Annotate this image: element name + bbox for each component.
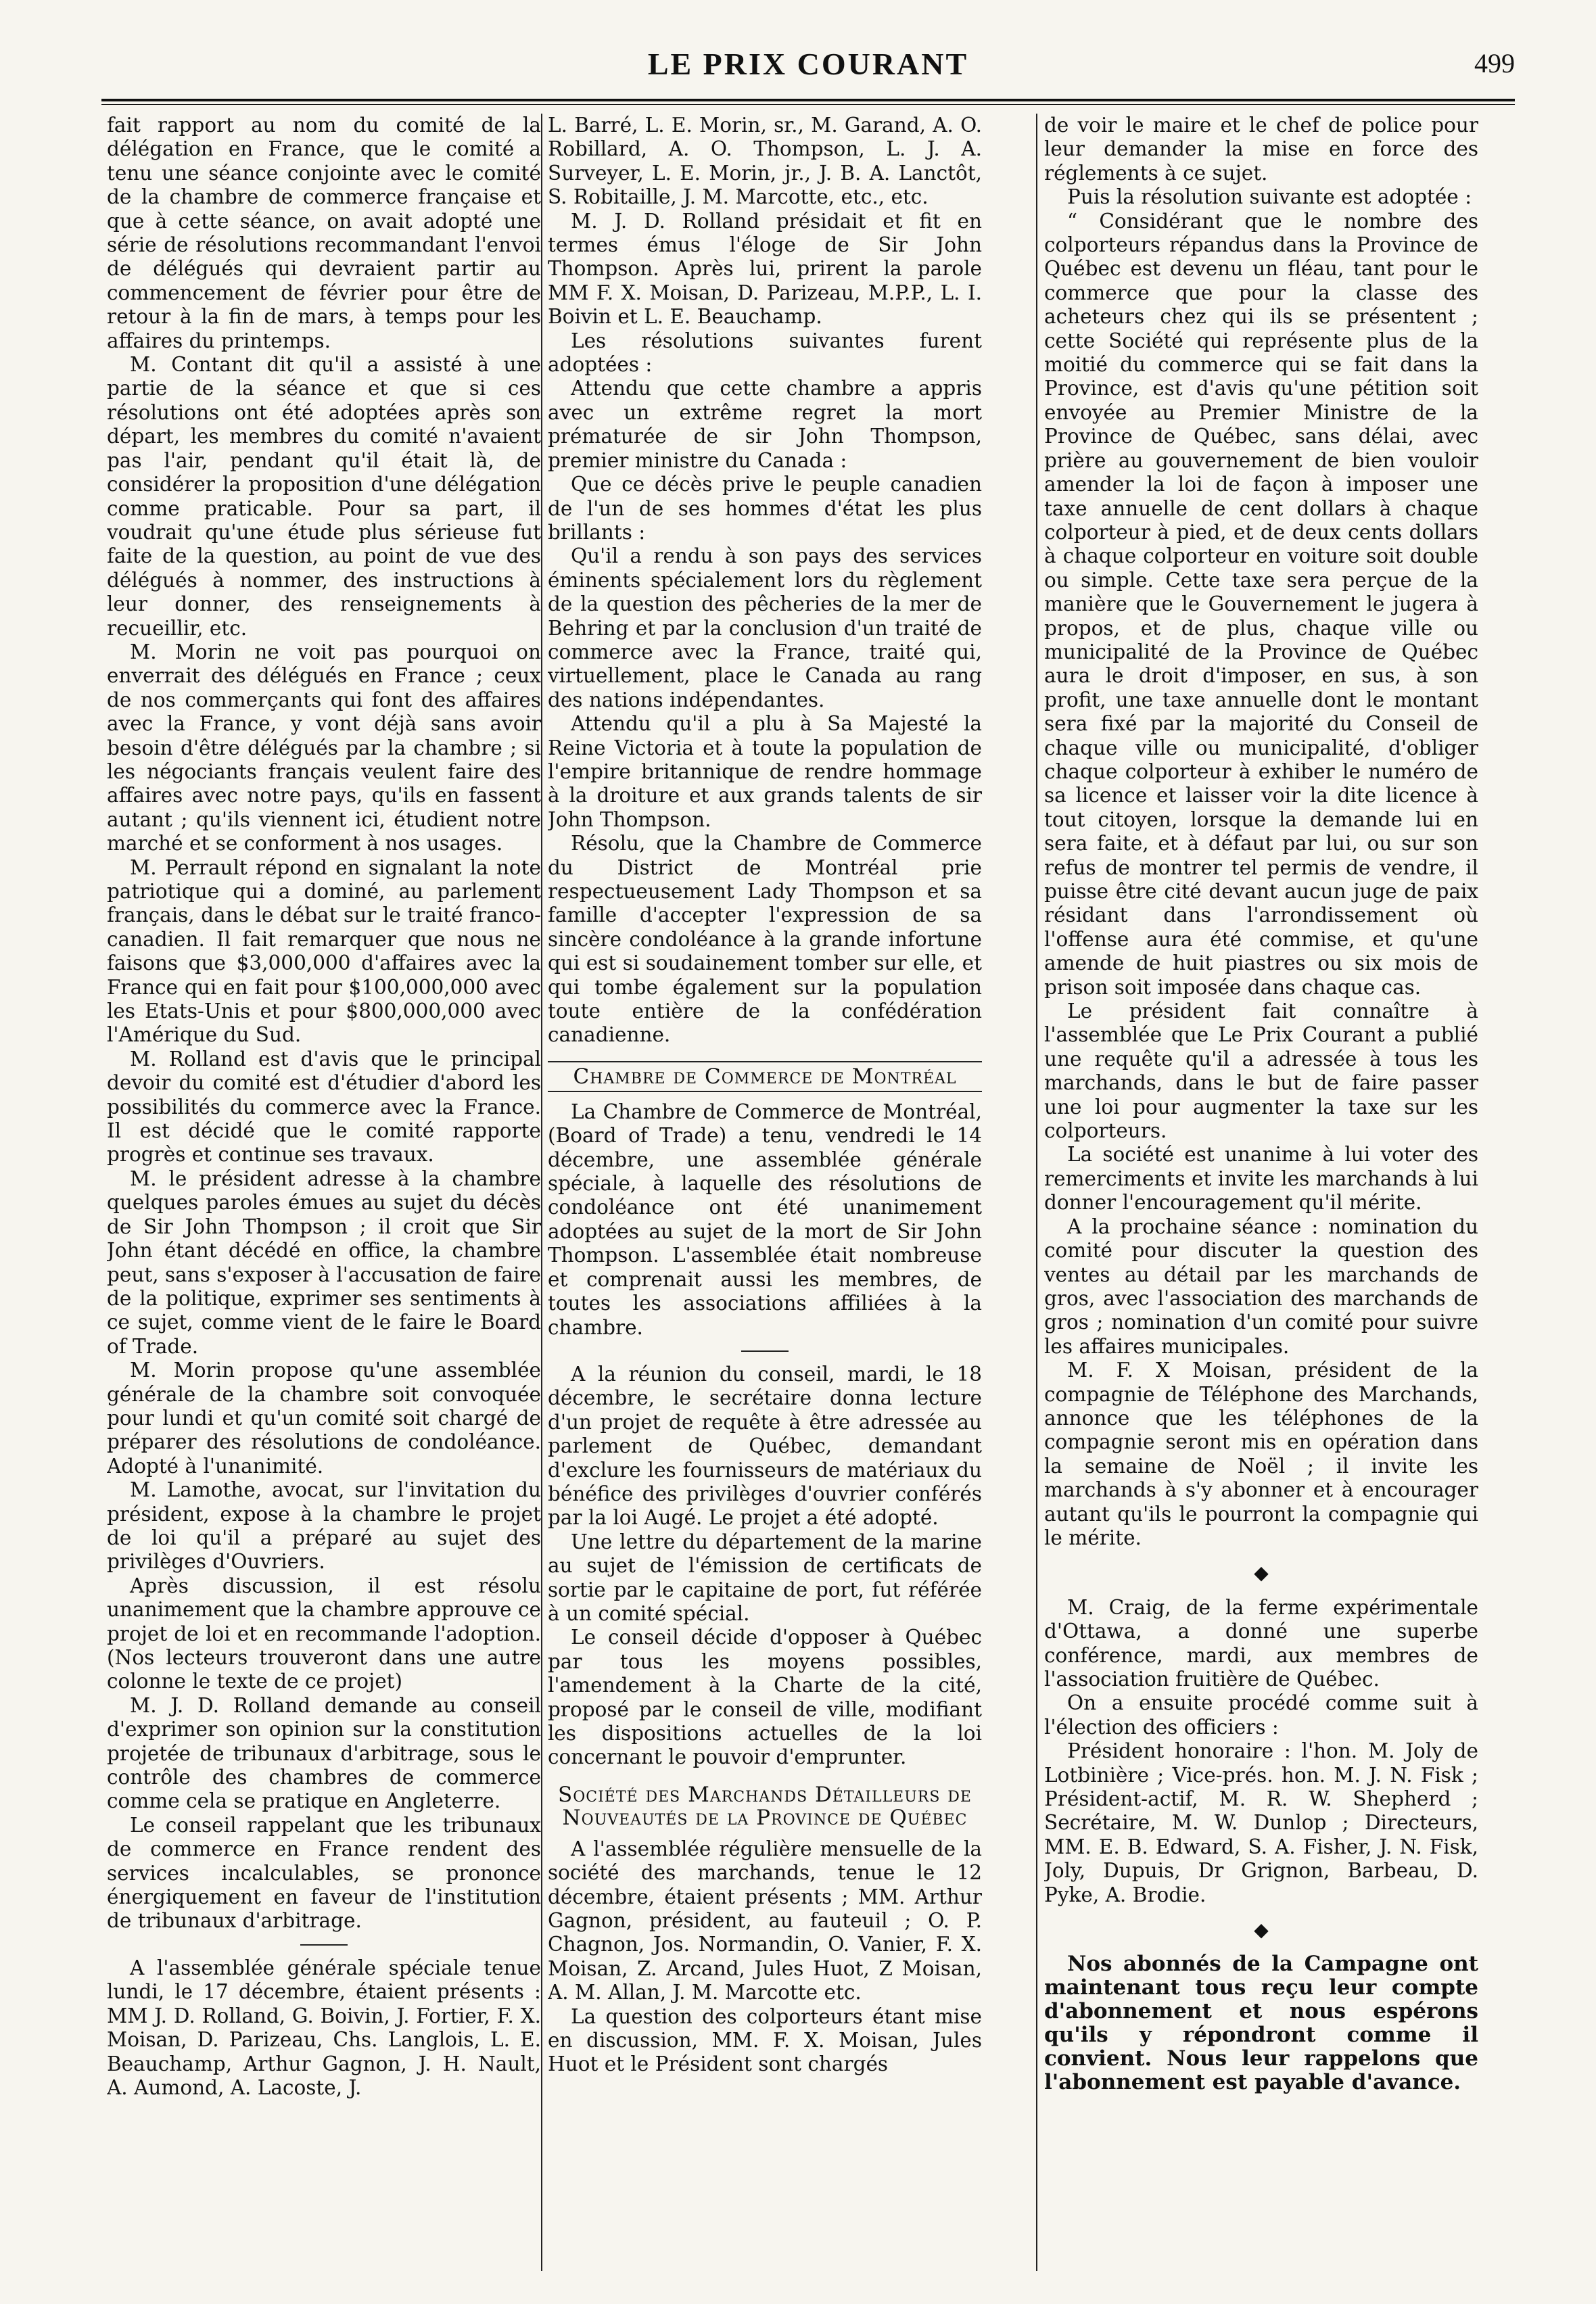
- paragraph: La Chambre de Commerce de Montréal, (Board of Trade) a tenu, vendredi le 14 décembre, une assemblée générale spéciale, à laquelle des résolutions de condoléance ont été unanimement adoptées au sujet de la mort de Sir John Thompson. L'assemblée était nombreuse et comprenait aussi les membres, de toutes les associations affiliées à la chambre.: [548, 1100, 982, 1339]
- column-2: [548, 114, 982, 2271]
- paragraph: fait rapport au nom du comité de la délégation en France, que le comité a tenu une séance conjointe avec le comité de la chambre de commerce française et que à cette séance, on avait adopté une série de résolutions recommandant l'envoi de délégués qui devraient partir au commencement de février pour être de retour à la fin de mars, à temps pour les affaires du printemps.: [107, 114, 541, 352]
- paragraph: M. J. D. Rolland demande au conseil d'exprimer son opinion sur la constitution projetée de tribunaux d'arbitrage, sous le contrôle des chambres de commerce comme cela se pratique en Angleterre.: [107, 1693, 541, 1813]
- paragraph: Attendu qu'il a plu à Sa Majesté la Reine Victoria et à toute la population de l'empire britannique de rendre hommage à la droiture et aux grands talents de sir John Thompson.: [548, 712, 982, 831]
- paragraph: On a ensuite procédé comme suit à l'élection des officiers :: [1044, 1691, 1478, 1739]
- paragraph: A l'assemblée régulière mensuelle de la société des marchands, tenue le 12 décembre, étaient présents ; MM. Arthur Gagnon, président, au fauteuil ; O. P. Chagnon, Jos. Normandin, O. Vanier, F. X. Moisan, Z. Arcand, Jules Huot, Z Moisan, A. M. Allan, J. M. Marcotte etc.: [548, 1837, 982, 2004]
- paragraph: A l'assemblée générale spéciale tenue lundi, le 17 décembre, étaient présents : MM J. D. Rolland, G. Boivin, J. Fortier, F. X. Moisan, D. Parizeau, Chs. Langlois, L. E. Beauchamp, Arthur Gagnon, J. H. Nault, A. Aumond, A. Lacoste, J.: [107, 1956, 541, 2099]
- paragraph: M. Craig, de la ferme expérimentale d'Ottawa, a donné une superbe conférence, mardi, aux membres de l'association fruitière de Québec.: [1044, 1595, 1478, 1691]
- paragraph: Le conseil rappelant que les tribunaux de commerce en France rendent des services incalculables, se prononce énergiquement en faveur de l'institution de tribunaux d'arbitrage.: [107, 1813, 541, 1933]
- paragraph: Que ce décès prive le peuple canadien de l'un de ses hommes d'état les plus brillants :: [548, 473, 982, 544]
- page-number: 499: [1474, 48, 1515, 78]
- paragraph: M. J. D. Rolland présidait et fit en termes émus l'éloge de Sir John Thompson. Après lui, prirent la parole MM F. X. Moisan, D. Parizeau, M.P.P., L. I. Boivin et L. E. Beauchamp.: [548, 209, 982, 329]
- paragraph: Puis la résolution suivante est adoptée :: [1067, 185, 1472, 209]
- paragraph: Le conseil décide d'opposer à Québec par tous les moyens possibles, l'amendement à la Charte de la cité, proposé par le conseil de ville, modifiant les dispositions actuelles de la loi concernant le pouvoir d'emprunter.: [548, 1626, 982, 1769]
- column-3: [1044, 114, 1478, 2271]
- column-divider: [541, 114, 542, 2271]
- section-heading: Chambre de Commerce de Montréal: [548, 1061, 982, 1092]
- column-divider: [1036, 114, 1037, 2271]
- paragraph: A la prochaine séance : nomination du comité pour discuter la question des ventes au détail par les marchands de gros, avec l'association des marchands de gros ; nomination d'un comité pour suivre les affaires municipales.: [1044, 1215, 1478, 1358]
- ornament-separator: ◆: [1254, 1561, 1269, 1584]
- paragraph: Après discussion, il est résolu unanimement que la chambre approuve ce projet de loi et en recommande l'adoption. (Nos lecteurs trouveront dans une autre colonne le texte de ce projet): [107, 1574, 541, 1693]
- column-1: [107, 114, 541, 2271]
- paragraph: M. le président adresse à la chambre quelques paroles émues au sujet du décès de Sir John Thompson ; il croit que Sir John étant décédé en office, la chambre peut, sans s'exposer à l'accusation de faire de la politique, exprimer ses sentiments à ce sujet, comme vient de le faire le Board of Trade.: [107, 1167, 541, 1358]
- paragraph: La société est unanime à lui voter des remerciments et invite les marchands à lui donner l'encouragement qu'il mérite.: [1044, 1143, 1478, 1215]
- paragraph: Président honoraire : l'hon. M. Joly de Lotbinière ; Vice-prés. hon. M. J. N. Fisk ; Président-actif, M. R. W. Shepherd ; Secrétaire, M. W. Dunlop ; Directeurs, MM. E. B. Edward, S. A. Fisher, J. N. Fisk, Joly, Dupuis, Dr Grignon, Barbeau, D. Pyke, A. Brodie.: [1044, 1739, 1478, 1906]
- page-header: [101, 46, 1515, 100]
- header-rule-thin: [101, 104, 1515, 105]
- paragraph: “ Considérant que le nombre des colporteurs répandus dans la Province de Québec est devenu un fléau, tant pour le commerce que pour la classe des acheteurs chez qui ils se présentent ; cette Société qui représente plus de la moitié du commerce qui se fait dans la Province, est d'avis qu'une pétition soit envoyée au Premier Ministre de la Province de Québec, sans délai, avec prière au gouvernement de bien vouloir amender la loi de façon à imposer une taxe annuelle de cent dollars à chaque colporteur à pied, et de deux cents dollars à chaque colporteur en voiture soit double ou simple. Cette taxe sera perçue de la manière que le Gouvernement le jugera à propos, et de plus, chaque ville ou municipalité de la Province de Québec aura le droit d'imposer, en sus, à son profit, une taxe annuelle dont le montant sera fixé par la majorité du Conseil de chaque ville ou municipalité, d'obliger chaque colporteur à exhiber le numéro de sa licence et laisser voir la dite licence à tout citoyen, lorsque la demande lui en sera faite, et à défaut par lui, ou sur son refus de montrer tel permis de vendre, il puisse être cité devant aucun juge de paix résidant dans l'arrondissement où l'offense aura été commise, et qu'une amende de huit piastres ou six mois de prison soit imposée dans chaque cas.: [1044, 209, 1478, 999]
- section-heading: Société des Marchands Détailleurs de Nouveautés de la Province de Québec: [558, 1782, 972, 1830]
- paragraph: M. Rolland est d'avis que le principal devoir du comité est d'étudier d'abord les possibilités du commerce avec la France. Il est décidé que le comité rapporte progrès et continue ses travaux.: [107, 1047, 541, 1167]
- ornament-separator: ◆: [1254, 1919, 1269, 1942]
- paragraph: Une lettre du département de la marine au sujet de l'émission de certificats de sortie par le capitaine de port, fut référée à un comité spécial.: [548, 1530, 982, 1625]
- section-separator: [741, 1350, 789, 1352]
- paragraph: L. Barré, L. E. Morin, sr., M. Garand, A. O. Robillard, A. O. Thompson, L. J. A. Surveyer, L. E. Morin, jr., J. B. A. Lanctôt, S. Robitaille, J. M. Marcotte, etc., etc.: [548, 114, 982, 209]
- paragraph: M. Morin propose qu'une assemblée générale de la chambre soit convoquée pour lundi et qu'un comité soit chargé de préparer des résolutions de condoléance. Adopté à l'unanimité.: [107, 1359, 541, 1478]
- paragraph: Le président fait connaître à l'assemblée que Le Prix Courant a publié une requête qu'il a adressée à tous les marchands, dans le but de faire passer une loi pour augmenter la taxe sur les colporteurs.: [1044, 1000, 1478, 1143]
- paragraph: Qu'il a rendu à son pays des services éminents spécialement lors du règlement de la question des pêcheries de la mer de Behring et par la conclusion d'un traité de commerce avec la France, traité qui, virtuellement, place le Canada au rang des nations indépendantes.: [548, 544, 982, 711]
- paragraph: La question des colporteurs étant mise en discussion, MM. F. X. Moisan, Jules Huot et le Président sont chargés: [548, 2004, 982, 2076]
- paragraph: A la réunion du conseil, mardi, le 18 décembre, le secrétaire donna lecture d'un projet de requête à être adressée au parlement de Québec, demandant d'exclure les fournisseurs de matériaux du bénéfice des privilèges d'ouvrier conférés par la loi Augé. Le projet a été adopté.: [548, 1362, 982, 1530]
- paragraph: M. F. X Moisan, président de la compagnie de Téléphone des Marchands, annonce que les téléphones de la compagnie seront mis en opération dans la semaine de Noël ; il invite les marchands à s'y abonner et à encourager autant qu'ils le pourront la compagnie qui le mérite.: [1044, 1359, 1478, 1549]
- paragraph: M. Contant dit qu'il a assisté à une partie de la séance et que si ces résolutions ont été adoptées après son départ, les membres du comité n'avaient pas l'air, pendant qu'il était là, de considérer la proposition d'une délégation comme praticable. Pour sa part, il voudrait qu'une étude plus sérieuse fut faite de la question, au point de vue des délégués à nommer, des instructions à leur donner, des renseignements à recueillir, etc.: [107, 353, 541, 640]
- subscriber-notice: Nos abonnés de la Campagne ont maintenant tous reçu leur compte d'abonnement et nous espérons qu'ils y répondront comme il convient. Nous leur rappelons que l'abonnement est payable d'avance.: [1044, 1952, 1478, 2095]
- paragraph: Résolu, que la Chambre de Commerce du District de Montréal prie respectueusement Lady Thompson et sa famille d'accepter l'expression de sa sincère condoléance à la grande infortune qui est si soudainement tomber sur elle, et qui tombe également sur la population toute entière de la confédération canadienne.: [548, 832, 982, 1047]
- paragraph: de voir le maire et le chef de police pour leur demander la mise en force des réglements à ce sujet.: [1044, 114, 1478, 185]
- section-separator: [300, 1944, 348, 1946]
- header-rule: [101, 99, 1515, 101]
- paragraph: M. Morin ne voit pas pourquoi on enverrait des délégués en France ; ceux de nos commerçants qui font des affaires avec la France, y vont déjà sans avoir besoin d'être délégués par la chambre ; si les négociants français veulent faire des affaires avec notre pays, qu'ils en fassent autant ; qu'ils viennent ici, étudient notre marché et se conforment à nos usages.: [107, 640, 541, 855]
- paragraph: M. Lamothe, avocat, sur l'invitation du président, expose à la chambre le projet de loi qu'il a préparé au sujet des privilèges d'Ouvriers.: [107, 1478, 541, 1574]
- journal-title: LE PRIX COURANT: [647, 47, 969, 81]
- paragraph: Les résolutions suivantes furent adoptées :: [548, 329, 982, 377]
- paragraph: M. Perrault répond en signalant la note patriotique qui a dominé, au parlement français, dans le débat sur le traité franco-canadien. Il fait remarquer que nous ne faisons que $3,000,000 d'affaires avec la France qui en fait pour $100,000,000 avec les Etats-Unis et pour $800,000,000 avec l'Amérique du Sud.: [107, 855, 541, 1047]
- paragraph: Attendu que cette chambre a appris avec un extrême regret la mort prématurée de sir John Thompson, premier ministre du Canada :: [548, 377, 982, 472]
